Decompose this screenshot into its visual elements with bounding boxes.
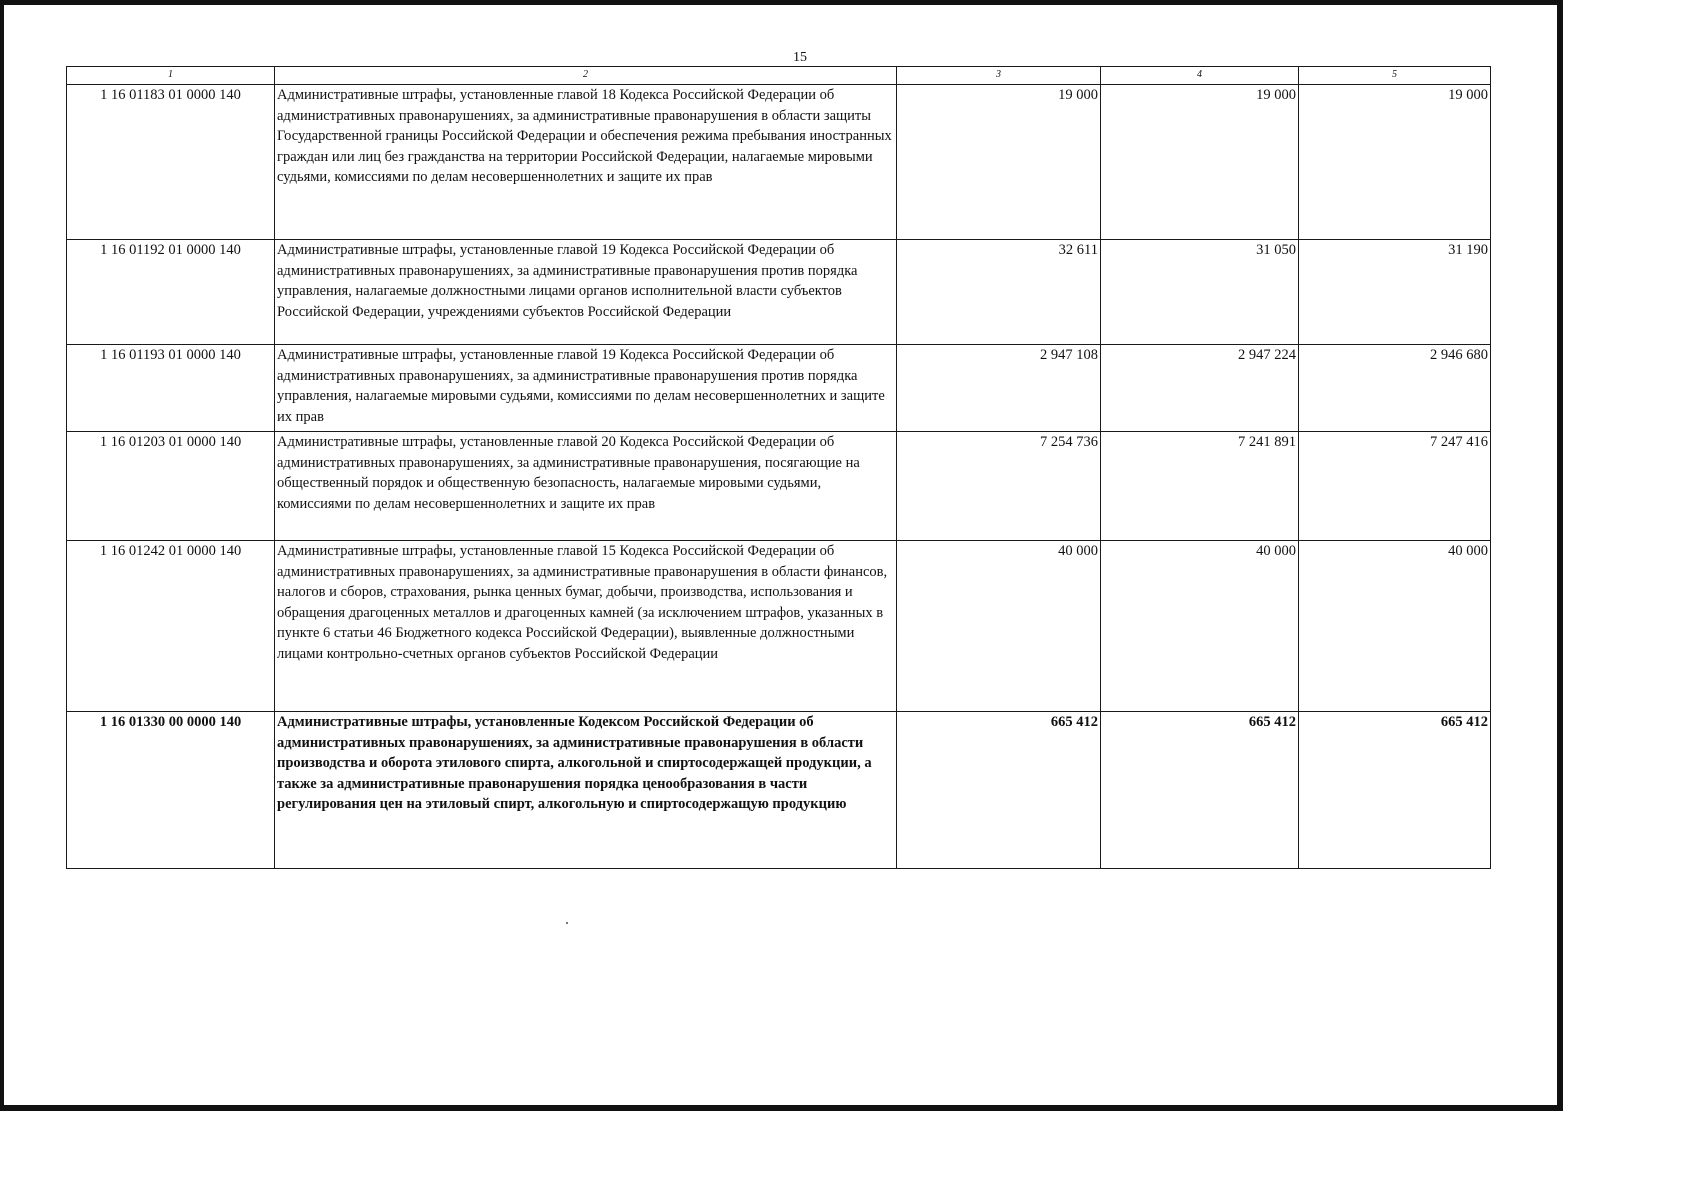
- amount-col3-cell: 32 611: [897, 240, 1101, 345]
- amount-col3-cell: 19 000: [897, 85, 1101, 240]
- budget-code-cell: 1 16 01242 01 0000 140: [67, 541, 275, 712]
- table-row: [67, 712, 1491, 869]
- page-number: 15: [793, 50, 807, 65]
- scan-edge-bottom: [0, 1105, 1563, 1111]
- amount-col4-cell: 2 947 224: [1101, 345, 1299, 432]
- table-row: [67, 541, 1491, 712]
- budget-code-cell: 1 16 01192 01 0000 140: [67, 240, 275, 345]
- description-cell: Административные штрафы, установленные главой 19 Кодекса Российской Федерации об административных правонарушениях, за административные правонарушения против порядка управления, налагаемые мировыми судьями, комиссиями по делам несовершеннолетних и защите их прав: [275, 345, 897, 432]
- amount-col4-cell: 665 412: [1101, 712, 1299, 869]
- column-header-1: 1: [67, 67, 275, 85]
- budget-code-cell: 1 16 01330 00 0000 140: [67, 712, 275, 869]
- scan-edge-left: [0, 0, 4, 1111]
- amount-col3-cell: 40 000: [897, 541, 1101, 712]
- amount-col4-cell: 40 000: [1101, 541, 1299, 712]
- column-header-5: 5: [1299, 67, 1491, 85]
- description-cell: Административные штрафы, установленные главой 19 Кодекса Российской Федерации об административных правонарушениях, за административные правонарушения против порядка управления, налагаемые должностными лицами органов исполнительной власти субъектов Российской Федерации, учреждениями субъектов Российской Федерации: [275, 240, 897, 345]
- amount-col3-cell: 7 254 736: [897, 432, 1101, 541]
- amount-col5-cell: 665 412: [1299, 712, 1491, 869]
- table-row: [67, 432, 1491, 541]
- amount-col4-cell: 31 050: [1101, 240, 1299, 345]
- description-cell: Административные штрафы, установленные главой 20 Кодекса Российской Федерации об административных правонарушениях, за административные правонарушения, посягающие на общественный порядок и общественную безопасность, налагаемые мировыми судьями, комиссиями по делам несовершеннолетних и защите их прав: [275, 432, 897, 541]
- amount-col5-cell: 40 000: [1299, 541, 1491, 712]
- amount-col5-cell: 7 247 416: [1299, 432, 1491, 541]
- column-header-4: 4: [1101, 67, 1299, 85]
- budget-code-cell: 1 16 01193 01 0000 140: [67, 345, 275, 432]
- budget-code-cell: 1 16 01203 01 0000 140: [67, 432, 275, 541]
- scan-edge-right: [1557, 0, 1563, 1111]
- amount-col5-cell: 19 000: [1299, 85, 1491, 240]
- budget-code-cell: 1 16 01183 01 0000 140: [67, 85, 275, 240]
- table-row: [67, 345, 1491, 432]
- description-cell: Административные штрафы, установленные главой 15 Кодекса Российской Федерации об административных правонарушениях, за административные правонарушения в области финансов, налогов и сборов, страхования, рынка ценных бумаг, добычи, производства, использования и обращения драгоценных металлов и драгоценных камней (за исключением штрафов, указанных в пункте 6 статьи 46 Бюджетного кодекса Российской Федерации), выявленные должностными лицами контрольно-счетных органов субъектов Российской Федерации: [275, 541, 897, 712]
- table-row: [67, 85, 1491, 240]
- amount-col5-cell: 2 946 680: [1299, 345, 1491, 432]
- amount-col3-cell: 665 412: [897, 712, 1101, 869]
- description-cell: Административные штрафы, установленные Кодексом Российской Федерации об административных правонарушениях, за административные правонарушения в области производства и оборота этилового спирта, алкогольной и спиртосодержащей продукции, а также за административные правонарушения порядка ценообразования в части регулирования цен на этиловый спирт, алкогольную и спиртосодержащую продукцию: [275, 712, 897, 869]
- table-row: [67, 240, 1491, 345]
- budget-table: [66, 66, 1491, 869]
- amount-col5-cell: 31 190: [1299, 240, 1491, 345]
- scan-edge-top: [0, 0, 1563, 5]
- description-cell: Административные штрафы, установленные главой 18 Кодекса Российской Федерации об административных правонарушениях, за административные правонарушения в области защиты Государственной границы Российской Федерации и обеспечения режима пребывания иностранных граждан или лиц без гражданства на территории Российской Федерации, налагаемые мировыми судьями, комиссиями по делам несовершеннолетних и защите их прав: [275, 85, 897, 240]
- amount-col4-cell: 19 000: [1101, 85, 1299, 240]
- amount-col4-cell: 7 241 891: [1101, 432, 1299, 541]
- scan-speck: [566, 922, 568, 924]
- column-header-2: 2: [275, 67, 897, 85]
- column-number-row: [67, 67, 1491, 85]
- amount-col3-cell: 2 947 108: [897, 345, 1101, 432]
- column-header-3: 3: [897, 67, 1101, 85]
